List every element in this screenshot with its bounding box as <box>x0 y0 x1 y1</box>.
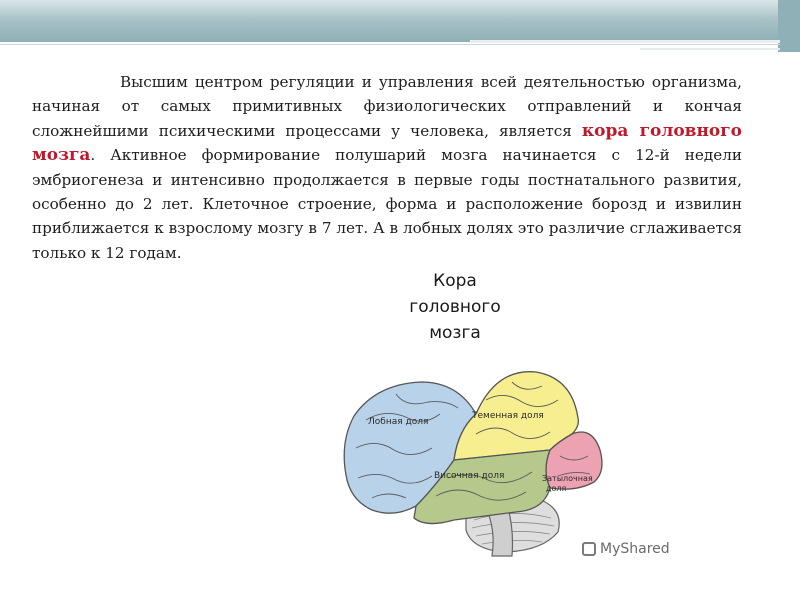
temporal-lobe-label: Височная доля <box>434 471 505 481</box>
highlighted-term: кора головного мозга <box>32 120 743 166</box>
caption-line-2: головного <box>409 297 501 317</box>
brain-illustration <box>336 360 612 560</box>
watermark-text: MyShared <box>600 541 670 557</box>
parietal-lobe-label: Теменная доля <box>472 411 544 421</box>
myshared-logo-icon <box>582 542 596 556</box>
caption-line-3: мозга <box>429 323 481 343</box>
frontal-lobe-label: Лобная доля <box>368 417 429 427</box>
figure-caption <box>380 268 530 346</box>
header-rule <box>470 40 780 43</box>
header-band <box>0 0 800 42</box>
occipital-lobe-label-line-2: доля <box>546 484 567 493</box>
occipital-lobe-label-line-1: Затылочная <box>542 474 593 483</box>
paragraph-text-start: Высшим центром регуляции и управления всей деятельностью организма, начиная от самых примитивных физиологических отправлений и кончая сложнейшими психическими процессами у человека, является <box>32 73 742 140</box>
header-rule-thin <box>0 44 780 45</box>
watermark <box>582 538 670 560</box>
header-side-band <box>778 0 800 52</box>
body-paragraph <box>32 70 742 265</box>
header-rule-short <box>640 48 780 50</box>
paragraph-text-end: . Активное формирование полушарий мозга начинается с 12-й недели эмбриогенеза и интенсивно продолжается в первые годы постнатального развития, особенно до 2 лет. Клеточное строение, форма и расположение борозд и извилин приближается к взрослому мозгу в 7 лет. А в лобных долях это различие сглаживается только к 12 годам. <box>32 146 742 262</box>
caption-line-1: Кора <box>433 271 477 291</box>
